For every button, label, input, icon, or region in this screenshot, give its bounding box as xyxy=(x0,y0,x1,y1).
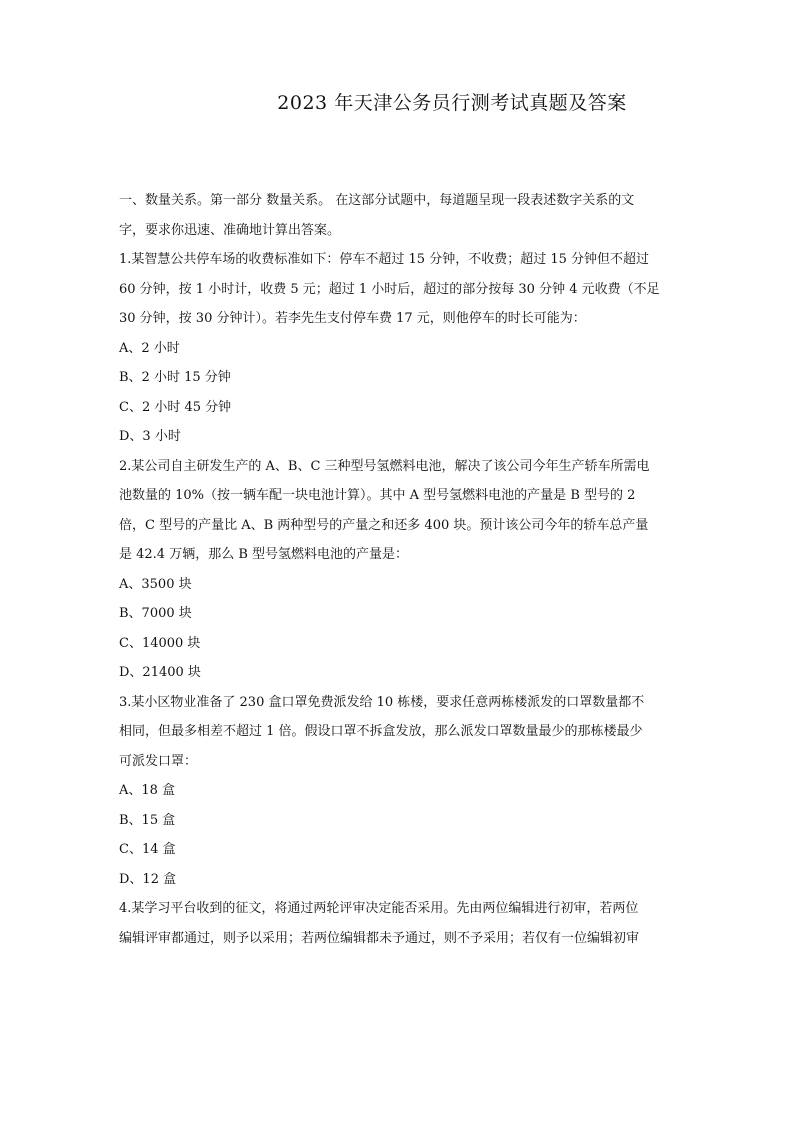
option-c: C、14 盒 xyxy=(119,842,176,857)
body-line: 字，要求你迅速、准确地计算出答案。 xyxy=(119,222,341,238)
document-body xyxy=(119,186,699,953)
body-line: 一、数量关系。第一部分 数量关系。 在这部分试题中，每道题呈现一段表述数字关系的文 xyxy=(119,193,635,208)
option-d: D、3 小时 xyxy=(119,429,181,444)
option-d: D、12 盒 xyxy=(119,871,177,887)
option-d: D、21400 块 xyxy=(119,665,201,680)
option-a: A、2 小时 xyxy=(119,340,180,356)
question-3-text: 3.某小区物业准备了 230 盒口罩免费派发给 10 栋楼，要求任意两栋楼派发的口罩数量都不 xyxy=(119,694,645,710)
question-1-text: 1.某智慧公共停车场的收费标准如下：停车不超过 15 分钟，不收费；超过 15 分钟但不超过 xyxy=(119,252,650,267)
question-4-text: 4.某学习平台收到的征文，将通过两轮评审决定能否采用。先由两位编辑进行初审，若两位 xyxy=(119,901,639,916)
option-b: B、2 小时 15 分钟 xyxy=(119,370,231,385)
question-2-text: 是 42.4 万辆，那么 B 型号氢燃料电池的产量是： xyxy=(119,547,409,562)
question-4-text: 编辑评审都通过，则予以采用；若两位编辑都未予通过，则不予采用；若仅有一位编辑初审 xyxy=(119,930,640,946)
question-3-text: 相同，但最多相差不超过 1 倍。假设口罩不拆盒发放，那么派发口罩数量最少的那栋楼最少 xyxy=(119,724,643,739)
option-c: C、14000 块 xyxy=(119,635,201,651)
question-2-text: 2.某公司自主研发生产的 A、B、C 三种型号氢燃料电池，解决了该公司今年生产轿车所需电 xyxy=(119,458,650,474)
option-b: B、7000 块 xyxy=(119,606,192,621)
question-3-text: 可派发口罩： xyxy=(119,753,198,769)
document-title: 2023 年天津公务员行测考试真题及答案 xyxy=(277,92,627,114)
question-2-text: 池数量的 10%（按一辆车配一块电池计算）。其中 A 型号氢燃料电池的产量是 B 型号的 2 xyxy=(119,488,636,503)
option-c: C、2 小时 45 分钟 xyxy=(119,399,232,415)
question-2-text: 倍，C 型号的产量比 A、B 两种型号的产量之和还多 400 块。预计该公司今年的轿车总产量 xyxy=(119,517,649,533)
question-1-text: 30 分钟，按 30 分钟计）。若李先生支付停车费 17 元，则他停车的时长可能为： xyxy=(119,311,586,326)
option-a: A、18 盒 xyxy=(119,783,176,798)
option-b: B、15 盒 xyxy=(119,812,176,828)
option-a: A、3500 块 xyxy=(119,576,192,592)
question-1-text: 60 分钟，按 1 小时计，收费 5 元；超过 1 小时后，超过的部分按每 30 分钟 4 元收费（不足 xyxy=(119,281,660,297)
